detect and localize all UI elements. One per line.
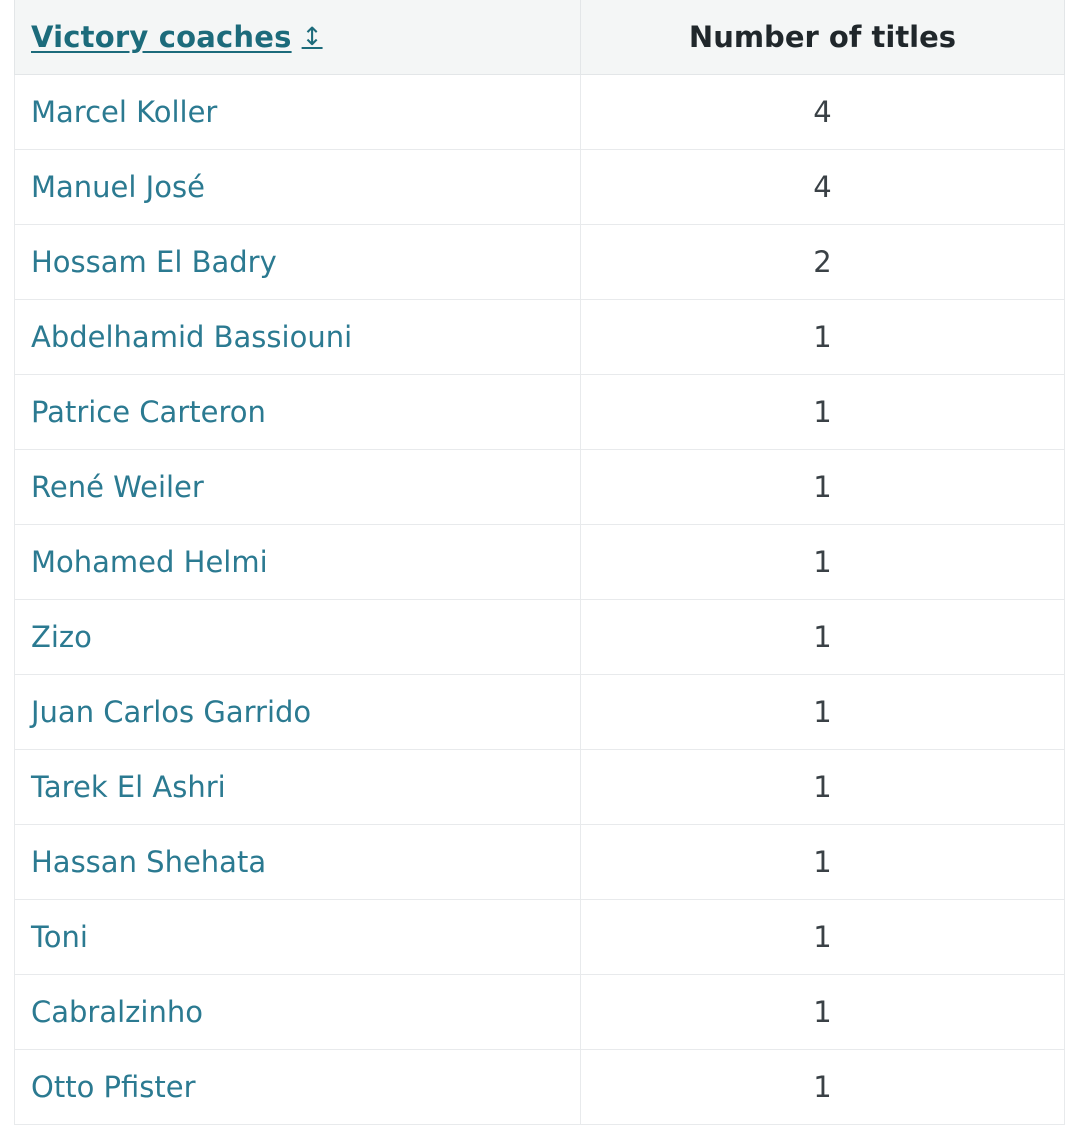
cell-coach-name [15, 450, 581, 525]
table-row [15, 75, 1065, 150]
titles-value: 4 [813, 95, 832, 129]
titles-value: 1 [813, 1070, 832, 1104]
cell-coach-name [15, 150, 581, 225]
cell-coach-name [15, 525, 581, 600]
coach-link[interactable]: Manuel José [31, 170, 205, 204]
table-row [15, 1050, 1065, 1125]
table-body [15, 75, 1065, 1125]
table-row [15, 825, 1065, 900]
cell-coach-name [15, 900, 581, 975]
table-row [15, 375, 1065, 450]
titles-value: 1 [813, 545, 832, 579]
titles-value: 4 [813, 170, 832, 204]
cell-coach-name [15, 600, 581, 675]
column-header-number-of-titles-label: Number of titles [688, 20, 957, 54]
table-row [15, 450, 1065, 525]
titles-value: 1 [813, 845, 832, 879]
titles-value: 1 [813, 695, 832, 729]
column-header-victory-coaches-label[interactable]: Victory coaches [31, 20, 292, 54]
column-header-victory-coaches[interactable] [15, 0, 581, 75]
table-row [15, 225, 1065, 300]
titles-value: 1 [813, 620, 832, 654]
cell-coach-name [15, 300, 581, 375]
cell-coach-name [15, 225, 581, 300]
cell-number-of-titles [581, 375, 1065, 450]
cell-number-of-titles [581, 225, 1065, 300]
table-row [15, 900, 1065, 975]
titles-value: 1 [813, 770, 832, 804]
cell-coach-name [15, 1050, 581, 1125]
cell-number-of-titles [581, 450, 1065, 525]
table-row [15, 150, 1065, 225]
coach-link[interactable]: Marcel Koller [31, 95, 218, 129]
cell-number-of-titles [581, 1050, 1065, 1125]
cell-number-of-titles [581, 150, 1065, 225]
cell-coach-name [15, 75, 581, 150]
table-row [15, 525, 1065, 600]
table-row [15, 300, 1065, 375]
cell-number-of-titles [581, 900, 1065, 975]
victory-coaches-table [14, 0, 1065, 1125]
titles-value: 1 [813, 995, 832, 1029]
cell-number-of-titles [581, 600, 1065, 675]
cell-number-of-titles [581, 750, 1065, 825]
cell-number-of-titles [581, 675, 1065, 750]
table-header-row [15, 0, 1065, 75]
cell-coach-name [15, 750, 581, 825]
column-header-number-of-titles [581, 0, 1065, 75]
coach-link[interactable]: Hossam El Badry [31, 245, 277, 279]
coach-link[interactable]: Juan Carlos Garrido [31, 695, 312, 729]
coach-link[interactable]: René Weiler [31, 470, 204, 504]
coach-link[interactable]: Mohamed Helmi [31, 545, 268, 579]
titles-value: 1 [813, 920, 832, 954]
cell-coach-name [15, 975, 581, 1050]
titles-value: 2 [813, 245, 832, 279]
cell-number-of-titles [581, 825, 1065, 900]
cell-number-of-titles [581, 525, 1065, 600]
cell-number-of-titles [581, 975, 1065, 1050]
titles-value: 1 [813, 320, 832, 354]
titles-value: 1 [813, 395, 832, 429]
coach-link[interactable]: Cabralzinho [31, 995, 203, 1029]
cell-coach-name [15, 675, 581, 750]
sort-icon[interactable]: ↕ [301, 22, 323, 51]
table-row [15, 975, 1065, 1050]
cell-number-of-titles [581, 75, 1065, 150]
table-row [15, 750, 1065, 825]
table-row [15, 675, 1065, 750]
table-header [15, 0, 1065, 75]
coach-link[interactable]: Tarek El Ashri [31, 770, 226, 804]
cell-coach-name [15, 375, 581, 450]
coach-link[interactable]: Patrice Carteron [31, 395, 266, 429]
coach-link[interactable]: Hassan Shehata [31, 845, 267, 879]
coach-link[interactable]: Abdelhamid Bassiouni [31, 320, 353, 354]
coach-link[interactable]: Toni [31, 920, 88, 954]
coach-link[interactable]: Zizo [31, 620, 92, 654]
table-row [15, 600, 1065, 675]
coach-link[interactable]: Otto Pfister [31, 1070, 196, 1104]
cell-coach-name [15, 825, 581, 900]
cell-number-of-titles [581, 300, 1065, 375]
titles-value: 1 [813, 470, 832, 504]
